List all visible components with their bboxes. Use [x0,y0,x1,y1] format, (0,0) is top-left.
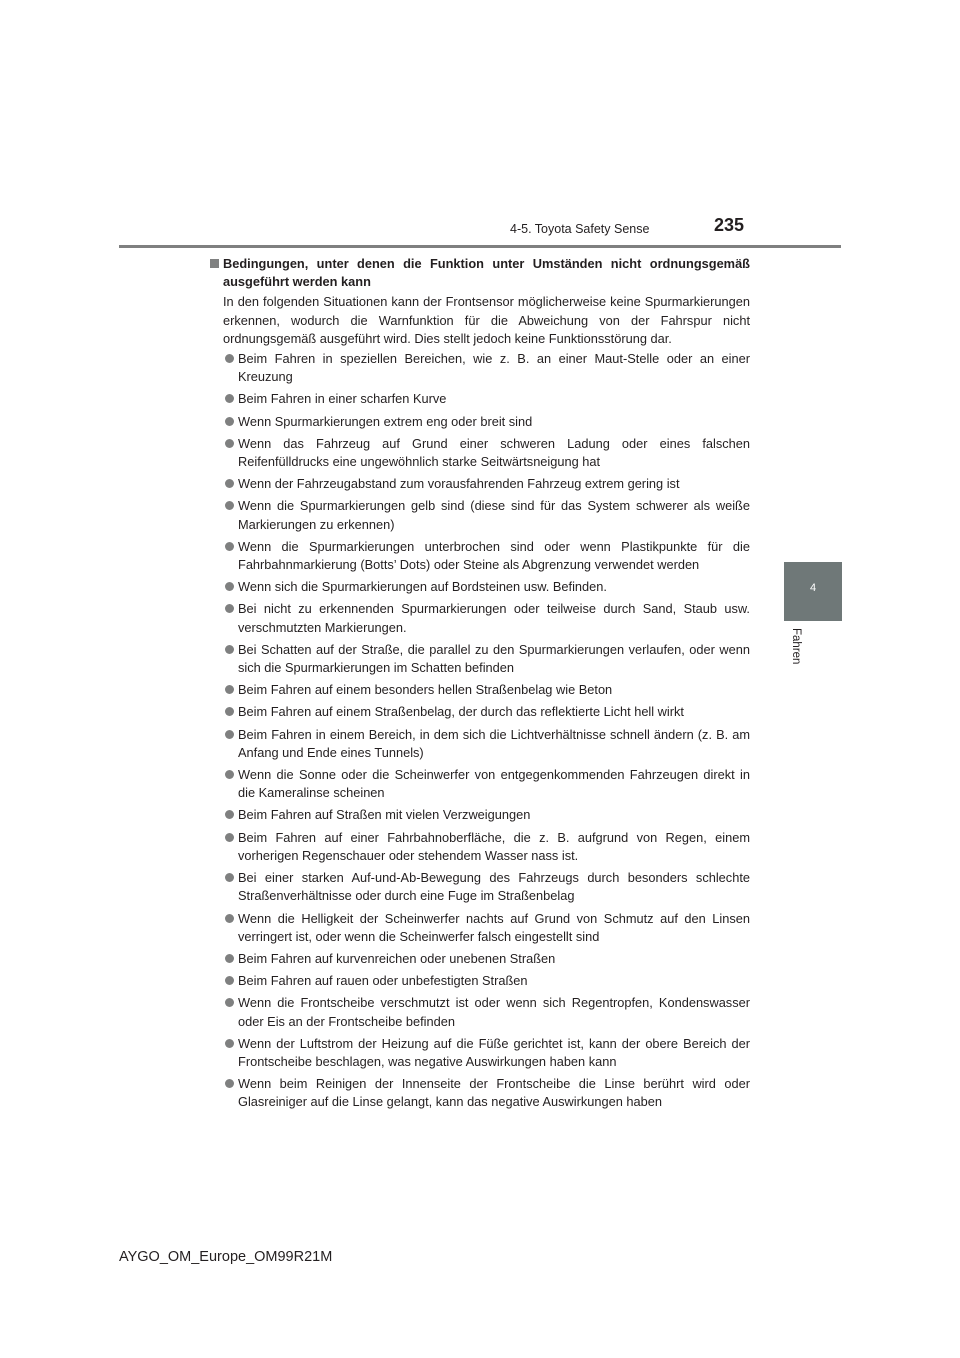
footer-document-id: AYGO_OM_Europe_OM99R21M [119,1249,333,1265]
round-bullet-icon [225,645,234,654]
header-section-title: 4-5. Toyota Safety Sense [510,222,650,236]
section-intro: In den folgenden Situationen kann der Frontsensor möglicherweise keine Spurmarkierungen erkennen, wodurch die Warnfunktion für die Abweichung von der Fahrspur nicht ordnungsgemäß ausgeführt wird. Dies stellt jedoch keine Funktionsstörung dar. [223,294,750,346]
section-heading-text: Bedingungen, unter denen die Funktion unter Umständen nicht ordnungsgemäß ausgeführt werden kann [223,256,750,290]
round-bullet-icon [225,873,234,882]
list-item-text: Bei Schatten auf der Straße, die parallel zu den Spurmarkierungen verlaufen, oder wenn sich die Spurmarkierungen im Schatten befinden [238,641,750,676]
list-item-text: Bei nicht zu erkennenden Spurmarkierungen oder teilweise durch Sand, Staub usw. verschmutzten Markierungen. [238,601,750,635]
list-item-text: Beim Fahren in einer scharfen Kurve [238,391,447,407]
list-item [210,1035,750,1071]
list-item [210,681,750,699]
round-bullet-icon [225,479,234,488]
list-item-text: Wenn beim Reinigen der Innenseite der Frontscheibe die Linse berührt wird oder Glasreiniger auf die Linse gelangt, kann das negative Auswirkungen haben [238,1076,750,1110]
list-item [210,994,750,1030]
round-bullet-icon [225,542,234,551]
list-item [210,1075,750,1111]
list-item [210,829,750,865]
list-item [210,869,750,905]
list-item-text: Bei einer starken Auf-und-Ab-Bewegung des Fahrzeugs durch besonders schlechte Straßenverhältnisse oder durch eine Fuge im Straßenbelag [238,870,750,904]
list-item [210,806,750,824]
header-divider [119,245,841,248]
round-bullet-icon [225,707,234,716]
square-bullet-icon [210,259,219,268]
list-item-text: Wenn die Spurmarkierungen gelb sind (diese sind für das System schwerer als weiße Markierungen zu erkennen) [238,498,750,532]
round-bullet-icon [225,394,234,403]
round-bullet-icon [225,604,234,613]
list-item-text: Wenn die Sonne oder die Scheinwerfer von entgegenkommenden Fahrzeugen direkt in die Kameralinse scheinen [238,767,750,801]
list-item-text: Beim Fahren auf Straßen mit vielen Verzweigungen [238,807,531,823]
page-number: 235 [714,215,745,235]
list-item [210,910,750,946]
round-bullet-icon [225,730,234,739]
condition-list [210,350,750,1112]
round-bullet-icon [225,582,234,591]
list-item-text: Wenn die Helligkeit der Scheinwerfer nachts auf Grund von Schmutz auf den Linsen verringert ist, oder wenn die Scheinwerfer falsch eingestellt sind [238,910,750,944]
list-item-text: Wenn das Fahrzeug auf Grund einer schweren Ladung oder eines falschen Reifenfülldrucks eine ungewöhnlich starke Seitwärtsneigung hat [238,435,750,470]
round-bullet-icon [225,914,234,923]
section-heading [210,255,750,291]
list-item-text: Wenn der Fahrzeugabstand zum vorausfahrenden Fahrzeug extrem gering ist [238,476,680,492]
list-item-text: Wenn die Spurmarkierungen unterbrochen sind oder wenn Plastikpunkte für die Fahrbahnmarkierung (Botts’ Dots) oder Steine als Abgrenzung verwendet werden [238,538,750,573]
round-bullet-icon [225,810,234,819]
round-bullet-icon [225,954,234,963]
chapter-label: Fahren [790,628,802,665]
list-item [210,538,750,574]
round-bullet-icon [225,354,234,363]
round-bullet-icon [225,501,234,510]
list-item [210,435,750,471]
round-bullet-icon [225,1039,234,1048]
round-bullet-icon [225,439,234,448]
list-item [210,641,750,677]
list-item-text: Beim Fahren auf kurvenreichen oder unebenen Straßen [238,950,556,966]
round-bullet-icon [225,685,234,694]
round-bullet-icon [225,417,234,426]
list-item-text: Beim Fahren auf einem besonders hellen Straßenbelag wie Beton [238,682,613,698]
list-item [210,766,750,802]
chapter-number: 4 [809,582,817,594]
list-item-text: Wenn sich die Spurmarkierungen auf Bordsteinen usw. Befinden. [238,579,607,595]
list-item-text: Beim Fahren auf rauen oder unbefestigten Straßen [238,973,528,989]
list-item-text: Beim Fahren in einem Bereich, in dem sich die Lichtverhältnisse schnell ändern (z. B. am Anfang und Ende eines Tunnels) [238,726,750,760]
list-item-text: Beim Fahren in speziellen Bereichen, wie z. B. an einer Maut-Stelle oder an einer Kreuzung [238,351,750,385]
round-bullet-icon [225,976,234,985]
list-item [210,350,750,386]
round-bullet-icon [225,998,234,1007]
list-item [210,390,750,408]
list-item [210,972,750,990]
list-item [210,703,750,721]
list-item [210,497,750,533]
list-item-text: Wenn die Frontscheibe verschmutzt ist oder wenn sich Regentropfen, Kondenswasser oder Eis an der Frontscheibe befinden [238,995,750,1029]
list-item [210,578,750,596]
list-item [210,413,750,431]
list-item [210,726,750,762]
list-item-text: Wenn der Luftstrom der Heizung auf die Füße gerichtet ist, kann der obere Bereich der Frontscheibe beschlagen, was negative Auswirkungen haben kann [238,1035,750,1069]
list-item-text: Beim Fahren auf einer Fahrbahnoberfläche, die z. B. aufgrund von Regen, einem vorherigen Regenschauer oder stehendem Wasser nass ist. [238,829,750,863]
list-item [210,600,750,636]
chapter-tab [784,562,842,621]
round-bullet-icon [225,833,234,842]
list-item-text: Wenn Spurmarkierungen extrem eng oder breit sind [238,413,533,429]
list-item [210,950,750,968]
round-bullet-icon [225,770,234,779]
page-content [210,255,750,1116]
list-item [210,475,750,493]
list-item-text: Beim Fahren auf einem Straßenbelag, der durch das reflektierte Licht hell wirkt [238,704,684,720]
round-bullet-icon [225,1079,234,1088]
